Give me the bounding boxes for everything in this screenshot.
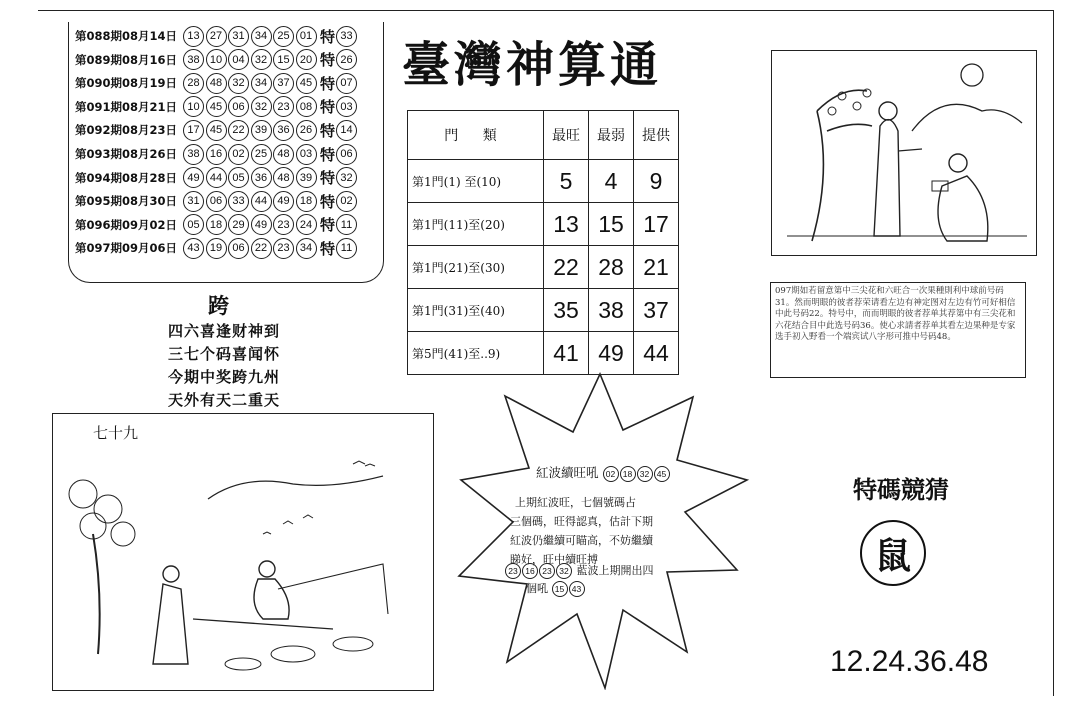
number-ball: 03 — [296, 144, 317, 165]
stats-header-row — [408, 111, 679, 160]
draw-history-list — [68, 22, 384, 283]
number-ball: 34 — [251, 73, 272, 94]
stats-row — [408, 246, 679, 289]
number-ball: 15 — [273, 49, 294, 70]
number-ball: 18 — [620, 466, 636, 482]
number-ball: 45 — [296, 73, 317, 94]
number-ball: 39 — [251, 120, 272, 141]
analysis-note: 097期如若留意第中三尖花和六旺合一次果種則利中球前号码31。然而明眼的彼者荐荣请看左边有神定图对左边有竹可好相信中此号码22。特号中，而而明眼的彼者荐单其荐第中有三尖花和六花结合目中此选号码36。使心求請者荐单其看左边果种是专家选手初入野看一个端宾试八字形可推中号码48。 — [770, 282, 1026, 378]
number-ball: 31 — [228, 26, 249, 47]
history-date-label: 第094期08月28日 — [75, 170, 178, 185]
number-ball: 33 — [228, 191, 249, 212]
number-ball: 43 — [183, 238, 204, 259]
special-number-ball: 06 — [336, 144, 357, 165]
picture-caption: 七十九 — [93, 424, 139, 442]
number-ball: 39 — [296, 167, 317, 188]
stats-value: 37 — [634, 289, 679, 332]
number-ball: 45 — [206, 96, 227, 117]
special-label: 特 — [320, 216, 336, 235]
stats-category: 第1門(1) 至(10) — [408, 160, 544, 203]
stats-row — [408, 332, 679, 375]
stats-value: 15 — [589, 203, 634, 246]
number-ball: 18 — [206, 214, 227, 235]
stats-row — [408, 289, 679, 332]
number-ball: 29 — [228, 214, 249, 235]
history-row — [75, 189, 359, 213]
special-number-ball: 11 — [336, 238, 357, 259]
special-number-ball: 02 — [336, 191, 357, 212]
number-ball: 20 — [296, 49, 317, 70]
number-ball: 06 — [228, 96, 249, 117]
history-row — [75, 95, 359, 119]
number-ball: 32 — [556, 563, 572, 579]
number-ball: 23 — [273, 96, 294, 117]
special-label: 特 — [320, 74, 336, 93]
number-ball: 43 — [569, 581, 585, 597]
star-heading-text: 紅波續旺吼 — [536, 465, 599, 480]
star-burst — [455, 372, 750, 690]
stats-value: 5 — [544, 160, 589, 203]
page-title: 臺灣神算通 — [402, 37, 663, 93]
scholars-illustration — [771, 50, 1037, 256]
number-ball: 02 — [603, 466, 619, 482]
number-ball: 37 — [273, 73, 294, 94]
number-ball: 06 — [228, 238, 249, 259]
scholars-drawing — [772, 51, 1036, 255]
poem-line: 三七个码喜闻怀 — [168, 345, 281, 363]
history-row — [75, 213, 359, 237]
stats-category: 第1門(21)至(30) — [408, 246, 544, 289]
stats-value: 41 — [544, 332, 589, 375]
special-number-ball: 32 — [336, 167, 357, 188]
number-ball: 22 — [228, 120, 249, 141]
stats-value: 44 — [634, 332, 679, 375]
star-last-text: 個吼 — [526, 582, 548, 595]
history-date-label: 第095期08月30日 — [75, 194, 178, 209]
number-ball: 36 — [273, 120, 294, 141]
special-label: 特 — [320, 192, 336, 211]
special-number-ball: 33 — [336, 26, 357, 47]
special-number-ball: 07 — [336, 73, 357, 94]
poem-line: 四六喜逢财神到 — [168, 322, 281, 340]
star-line: 上期紅波旺，七個號碼占 — [515, 496, 636, 509]
number-ball: 23 — [273, 214, 294, 235]
stats-value: 35 — [544, 289, 589, 332]
star-line: 紅波仍繼續可瞄高，不妨繼續 — [510, 534, 653, 547]
special-label: 特 — [320, 239, 336, 258]
guess-numbers: 12.24.36.48 — [830, 645, 989, 678]
number-ball: 32 — [228, 73, 249, 94]
special-label: 特 — [320, 145, 336, 164]
fishing-illustration — [52, 413, 434, 691]
poem-title: 跨 — [208, 294, 229, 318]
star-last-row — [526, 580, 586, 597]
stats-value: 9 — [634, 160, 679, 203]
stats-category: 第1門(31)至(40) — [408, 289, 544, 332]
special-label: 特 — [320, 51, 336, 70]
number-ball: 26 — [296, 120, 317, 141]
number-ball: 45 — [654, 466, 670, 482]
number-ball: 24 — [296, 214, 317, 235]
number-ball: 49 — [273, 191, 294, 212]
history-row — [75, 71, 359, 95]
fishing-drawing — [53, 414, 433, 690]
number-ball: 27 — [206, 26, 227, 47]
number-ball: 05 — [228, 167, 249, 188]
number-ball: 44 — [206, 167, 227, 188]
stats-value: 49 — [589, 332, 634, 375]
number-ball: 02 — [228, 144, 249, 165]
number-ball: 48 — [206, 73, 227, 94]
number-ball: 49 — [251, 214, 272, 235]
number-ball: 44 — [251, 191, 272, 212]
number-ball: 06 — [206, 191, 227, 212]
poem-line: 今期中奖跨九州 — [168, 368, 281, 386]
stats-table — [407, 110, 679, 375]
star-line: 睇好，旺中續旺搏 — [510, 553, 598, 566]
special-label: 特 — [320, 121, 336, 140]
history-date-label: 第091期08月21日 — [75, 99, 178, 114]
history-row — [75, 236, 359, 260]
star-bottom-text: 藍波上期開出四 — [576, 564, 654, 577]
number-ball: 16 — [206, 144, 227, 165]
number-ball: 23 — [539, 563, 555, 579]
zodiac-animal: 鼠 — [860, 520, 926, 586]
stats-value: 22 — [544, 246, 589, 289]
stats-row — [408, 160, 679, 203]
history-date-label: 第092期08月23日 — [75, 123, 178, 138]
number-ball: 16 — [522, 563, 538, 579]
special-label: 特 — [320, 27, 336, 46]
history-date-label: 第088期08月14日 — [75, 29, 178, 43]
stats-value: 13 — [544, 203, 589, 246]
number-ball: 38 — [183, 144, 204, 165]
number-ball: 34 — [296, 238, 317, 259]
stats-value: 28 — [589, 246, 634, 289]
number-ball: 32 — [251, 49, 272, 70]
history-date-label: 第090期08月19日 — [75, 76, 178, 91]
stats-category: 第1門(11)至(20) — [408, 203, 544, 246]
number-ball: 45 — [206, 120, 227, 141]
stats-value: 38 — [589, 289, 634, 332]
history-row — [75, 118, 359, 142]
history-row — [75, 166, 359, 190]
number-ball: 18 — [296, 191, 317, 212]
number-ball: 32 — [251, 96, 272, 117]
header-coldest: 最弱 — [589, 111, 634, 160]
number-ball: 17 — [183, 120, 204, 141]
number-ball: 31 — [183, 191, 204, 212]
star-heading — [536, 463, 671, 482]
history-date-label: 第093期08月26日 — [75, 147, 178, 161]
number-ball: 04 — [228, 49, 249, 70]
header-provided: 提供 — [634, 111, 679, 160]
number-ball: 25 — [251, 144, 272, 165]
star-line: 三個碼，旺得認真，估計下期 — [510, 515, 653, 528]
number-ball: 01 — [296, 26, 317, 47]
guess-title: 特碼競猜 — [853, 476, 949, 504]
number-ball: 48 — [273, 167, 294, 188]
number-ball: 19 — [206, 238, 227, 259]
history-row — [75, 142, 359, 166]
history-date-label: 第096期09月02日 — [75, 217, 178, 232]
special-number-ball: 14 — [336, 120, 357, 141]
special-label: 特 — [320, 169, 336, 188]
number-ball: 32 — [637, 466, 653, 482]
history-row — [75, 24, 359, 48]
special-number-ball: 03 — [336, 96, 357, 117]
number-ball: 38 — [183, 49, 204, 70]
poem-line: 天外有天二重天 — [168, 391, 281, 409]
number-ball: 34 — [251, 26, 272, 47]
number-ball: 48 — [273, 144, 294, 165]
number-ball: 13 — [183, 26, 204, 47]
stats-value: 21 — [634, 246, 679, 289]
star-bottom-row — [505, 562, 654, 579]
number-ball: 15 — [552, 581, 568, 597]
header-category: 門 類 — [408, 111, 544, 160]
stats-category: 第5門(41)至..9) — [408, 332, 544, 375]
number-ball: 08 — [296, 96, 317, 117]
stats-value: 4 — [589, 160, 634, 203]
history-date-label: 第089期08月16日 — [75, 52, 178, 67]
number-ball: 25 — [273, 26, 294, 47]
stats-value: 17 — [634, 203, 679, 246]
special-number-ball: 11 — [336, 214, 357, 235]
number-ball: 28 — [183, 73, 204, 94]
number-ball: 22 — [251, 238, 272, 259]
number-ball: 23 — [273, 238, 294, 259]
stats-row — [408, 203, 679, 246]
special-number-ball: 26 — [336, 49, 357, 70]
history-date-label: 第097期09月06日 — [75, 241, 178, 256]
number-ball: 10 — [206, 49, 227, 70]
number-ball: 49 — [183, 167, 204, 188]
number-ball: 36 — [251, 167, 272, 188]
special-label: 特 — [320, 98, 336, 117]
history-row — [75, 48, 359, 72]
number-ball: 23 — [505, 563, 521, 579]
number-ball: 10 — [183, 96, 204, 117]
header-hottest: 最旺 — [544, 111, 589, 160]
number-ball: 05 — [183, 214, 204, 235]
